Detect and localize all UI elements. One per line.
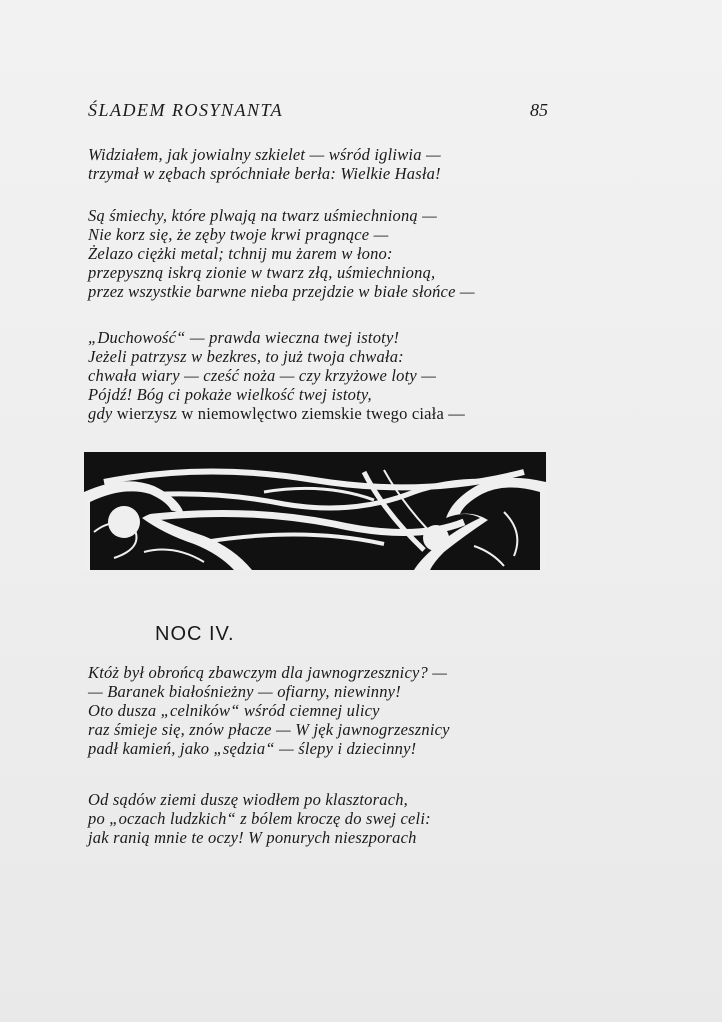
verse-line: Widziałem, jak jowialny szkielet — wśród igliwia — (88, 145, 441, 164)
stanza-3 (88, 328, 465, 423)
verse-line: przepyszną iskrą zionie w twarz złą, uśmiechnioną, (88, 263, 436, 282)
verse-line: raz śmieje się, znów płacze — W jęk jawnogrzesznicy (88, 720, 450, 739)
verse-line: przez wszystkie barwne nieba przejdzie w białe słońce — (88, 282, 475, 301)
verse-line: trzymał w zębach spróchniałe berła: Wielkie Hasła! (88, 164, 441, 183)
verse-line: Któż był obrońcą zbawczym dla jawnogrzesznicy? — (88, 663, 448, 682)
page-number: 85 (530, 100, 548, 120)
verse-line: jak ranią mnie te oczy! W ponurych nieszporach (88, 828, 417, 847)
verse-line: padł kamień, jako „sędzia“ — ślepy i dziecinny! (88, 739, 417, 758)
verse-line: po „oczach ludzkich“ z bólem kroczę do swej celi: (88, 809, 431, 828)
stanza-4 (88, 663, 450, 758)
verse-line: Jeżeli patrzysz w bezkres, to już twoja chwała: (88, 347, 404, 366)
verse-line: — Baranek białośnieżny — ofiarny, niewinny! (88, 682, 401, 701)
stanza-1 (88, 145, 441, 183)
verse-line: Są śmiechy, które plwają na twarz uśmiechnioną — (88, 206, 438, 225)
running-title: ŚLADEM ROSYNANTA (88, 100, 284, 120)
stanza-5 (88, 790, 431, 847)
verse-line: Nie korz się, że zęby twoje krwi pragnące — (88, 225, 389, 244)
verse-line: Pójdź! Bóg ci pokaże wielkość twej istoty, (88, 385, 372, 404)
wave-vignette (84, 452, 546, 570)
verse-line-rest: wierzysz w niemowlęctwo ziemskie twego ciała — (112, 404, 466, 423)
verse-word: gdy (88, 404, 113, 423)
verse-line: „Duchowość“ — prawda wieczna twej istoty! (88, 328, 400, 347)
verse-line-mixed (88, 404, 465, 423)
section-title: NOC IV. (155, 623, 235, 645)
verse-line: chwała wiary — cześć noża — czy krzyżowe loty — (88, 366, 437, 385)
show-through-text (508, 152, 511, 168)
stanza-2 (88, 206, 475, 301)
verse-line: Oto dusza „celników“ wśród ciemnej ulicy (88, 701, 380, 720)
verse-line: Żelazo ciężki metal; tchnij mu żarem w łono: (88, 244, 393, 263)
verse-line: Od sądów ziemi duszę wiodłem po klasztorach, (88, 790, 409, 809)
